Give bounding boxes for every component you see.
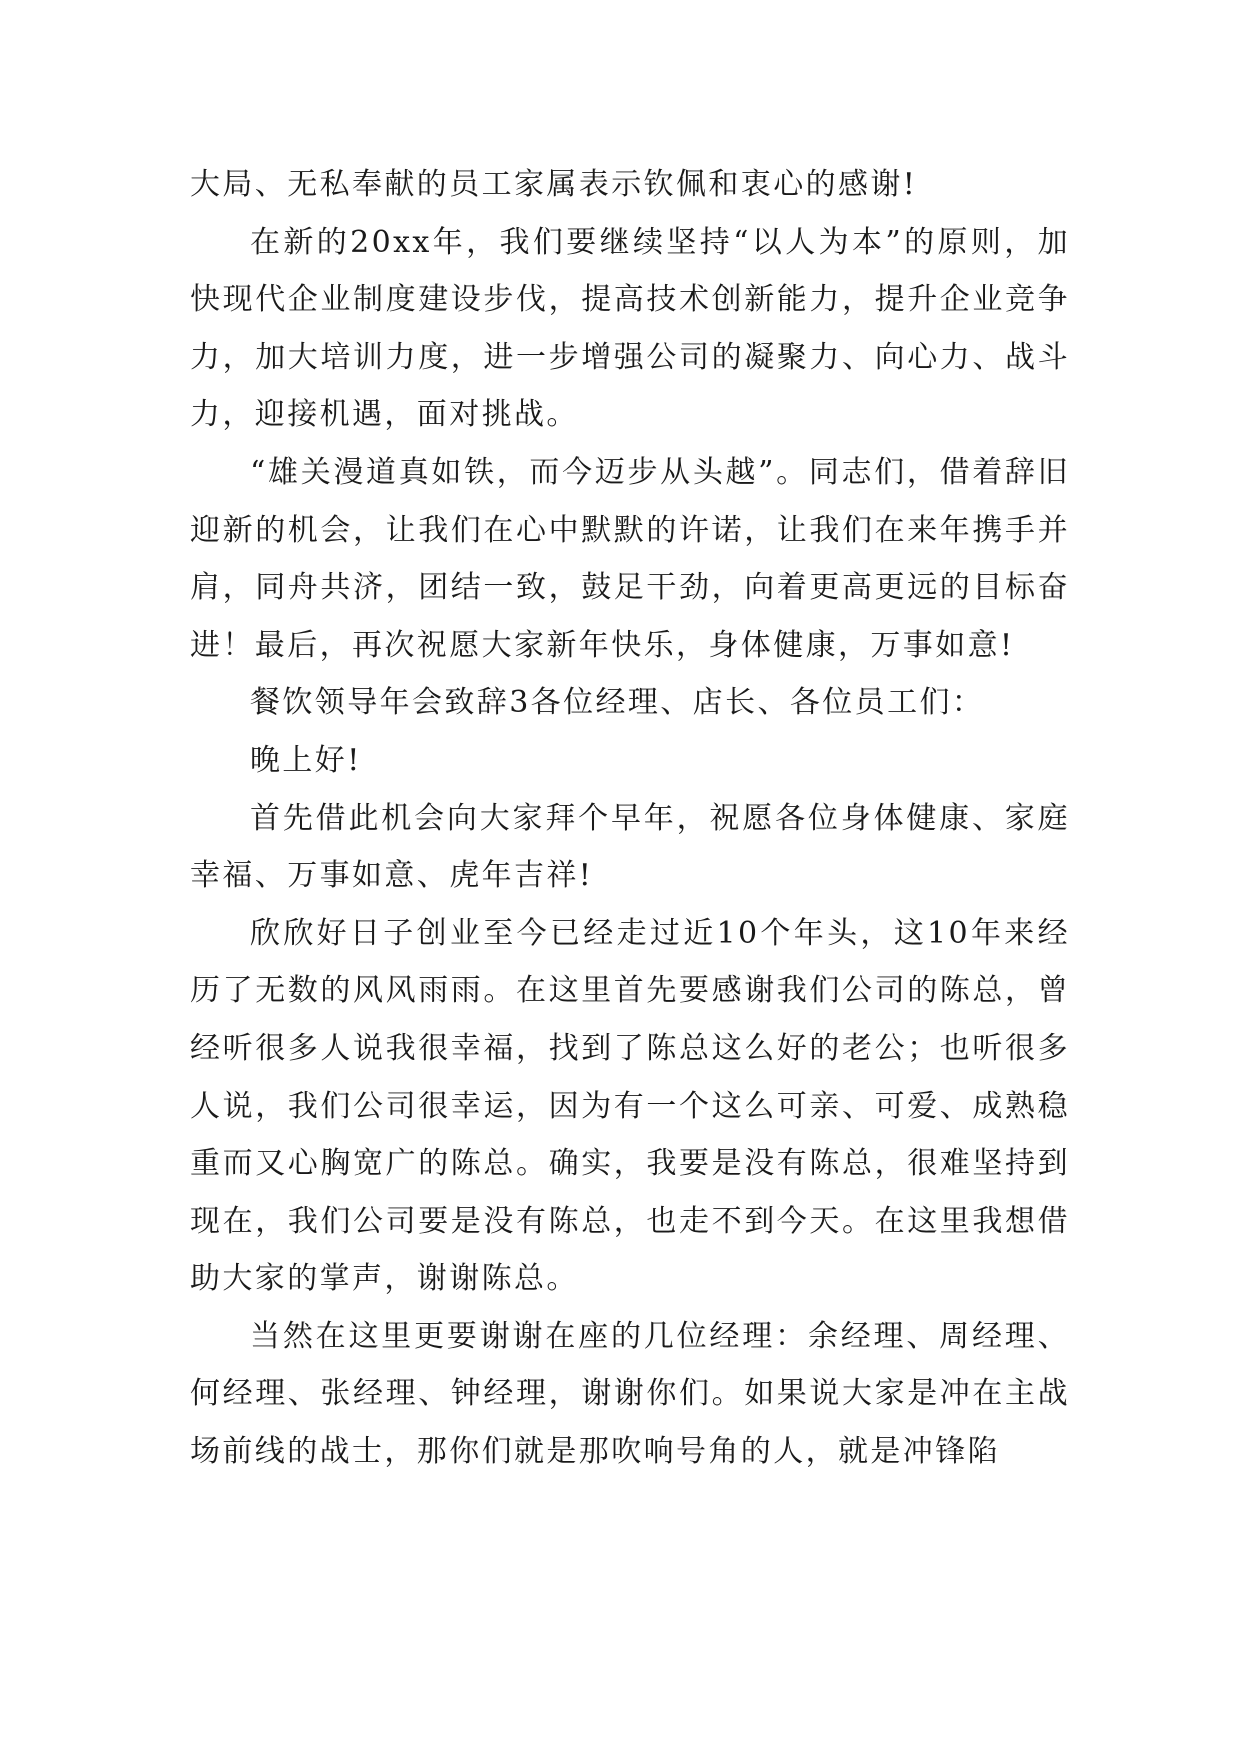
paragraph-2: 在新的20xx年，我们要继续坚持“以人为本”的原则，加快现代企业制度建设步伐，提高技术创新能力，提升企业竞争力，加大培训力度，进一步增强公司的凝聚力、向心力、战斗力，迎接机遇，面对挑战。	[190, 224, 1070, 433]
paragraph-7: 欣欣好日子创业至今已经走过近10个年头，这10年来经历了无数的风风雨雨。在这里首先要感谢我们公司的陈总，曾经听很多人说我很幸福，找到了陈总这么好的老公；也听很多人说，我们公司很幸运，因为有一个这么可亲、可爱、成熟稳重而又心胸宽广的陈总。确实，我要是没有陈总，很难坚持到现在，我们公司要是没有陈总，也走不到今天。在这里我想借助大家的掌声，谢谢陈总。	[190, 915, 1070, 1297]
document-body	[190, 156, 1070, 1481]
paragraph-6: 首先借此机会向大家拜个早年，祝愿各位身体健康、家庭幸福、万事如意、虎年吉祥!	[190, 800, 1070, 894]
paragraph-8: 当然在这里更要谢谢在座的几位经理：余经理、周经理、何经理、张经理、钟经理，谢谢你们。如果说大家是冲在主战场前线的战士，那你们就是那吹响号角的人，就是冲锋陷	[190, 1318, 1070, 1470]
paragraph-1: 大局、无私奉献的员工家属表示钦佩和衷心的感谢!	[190, 167, 918, 202]
paragraph-3: “雄关漫道真如铁，而今迈步从头越”。同志们，借着辞旧迎新的机会，让我们在心中默默的许诺，让我们在来年携手并肩，同舟共济，团结一致，鼓足干劲，向着更高更远的目标奋进！最后，再次祝愿大家新年快乐，身体健康，万事如意!	[190, 454, 1070, 663]
paragraph-5: 晚上好!	[250, 742, 362, 778]
paragraph-4: 餐饮领导年会致辞3各位经理、店长、各位员工们：	[250, 685, 985, 721]
